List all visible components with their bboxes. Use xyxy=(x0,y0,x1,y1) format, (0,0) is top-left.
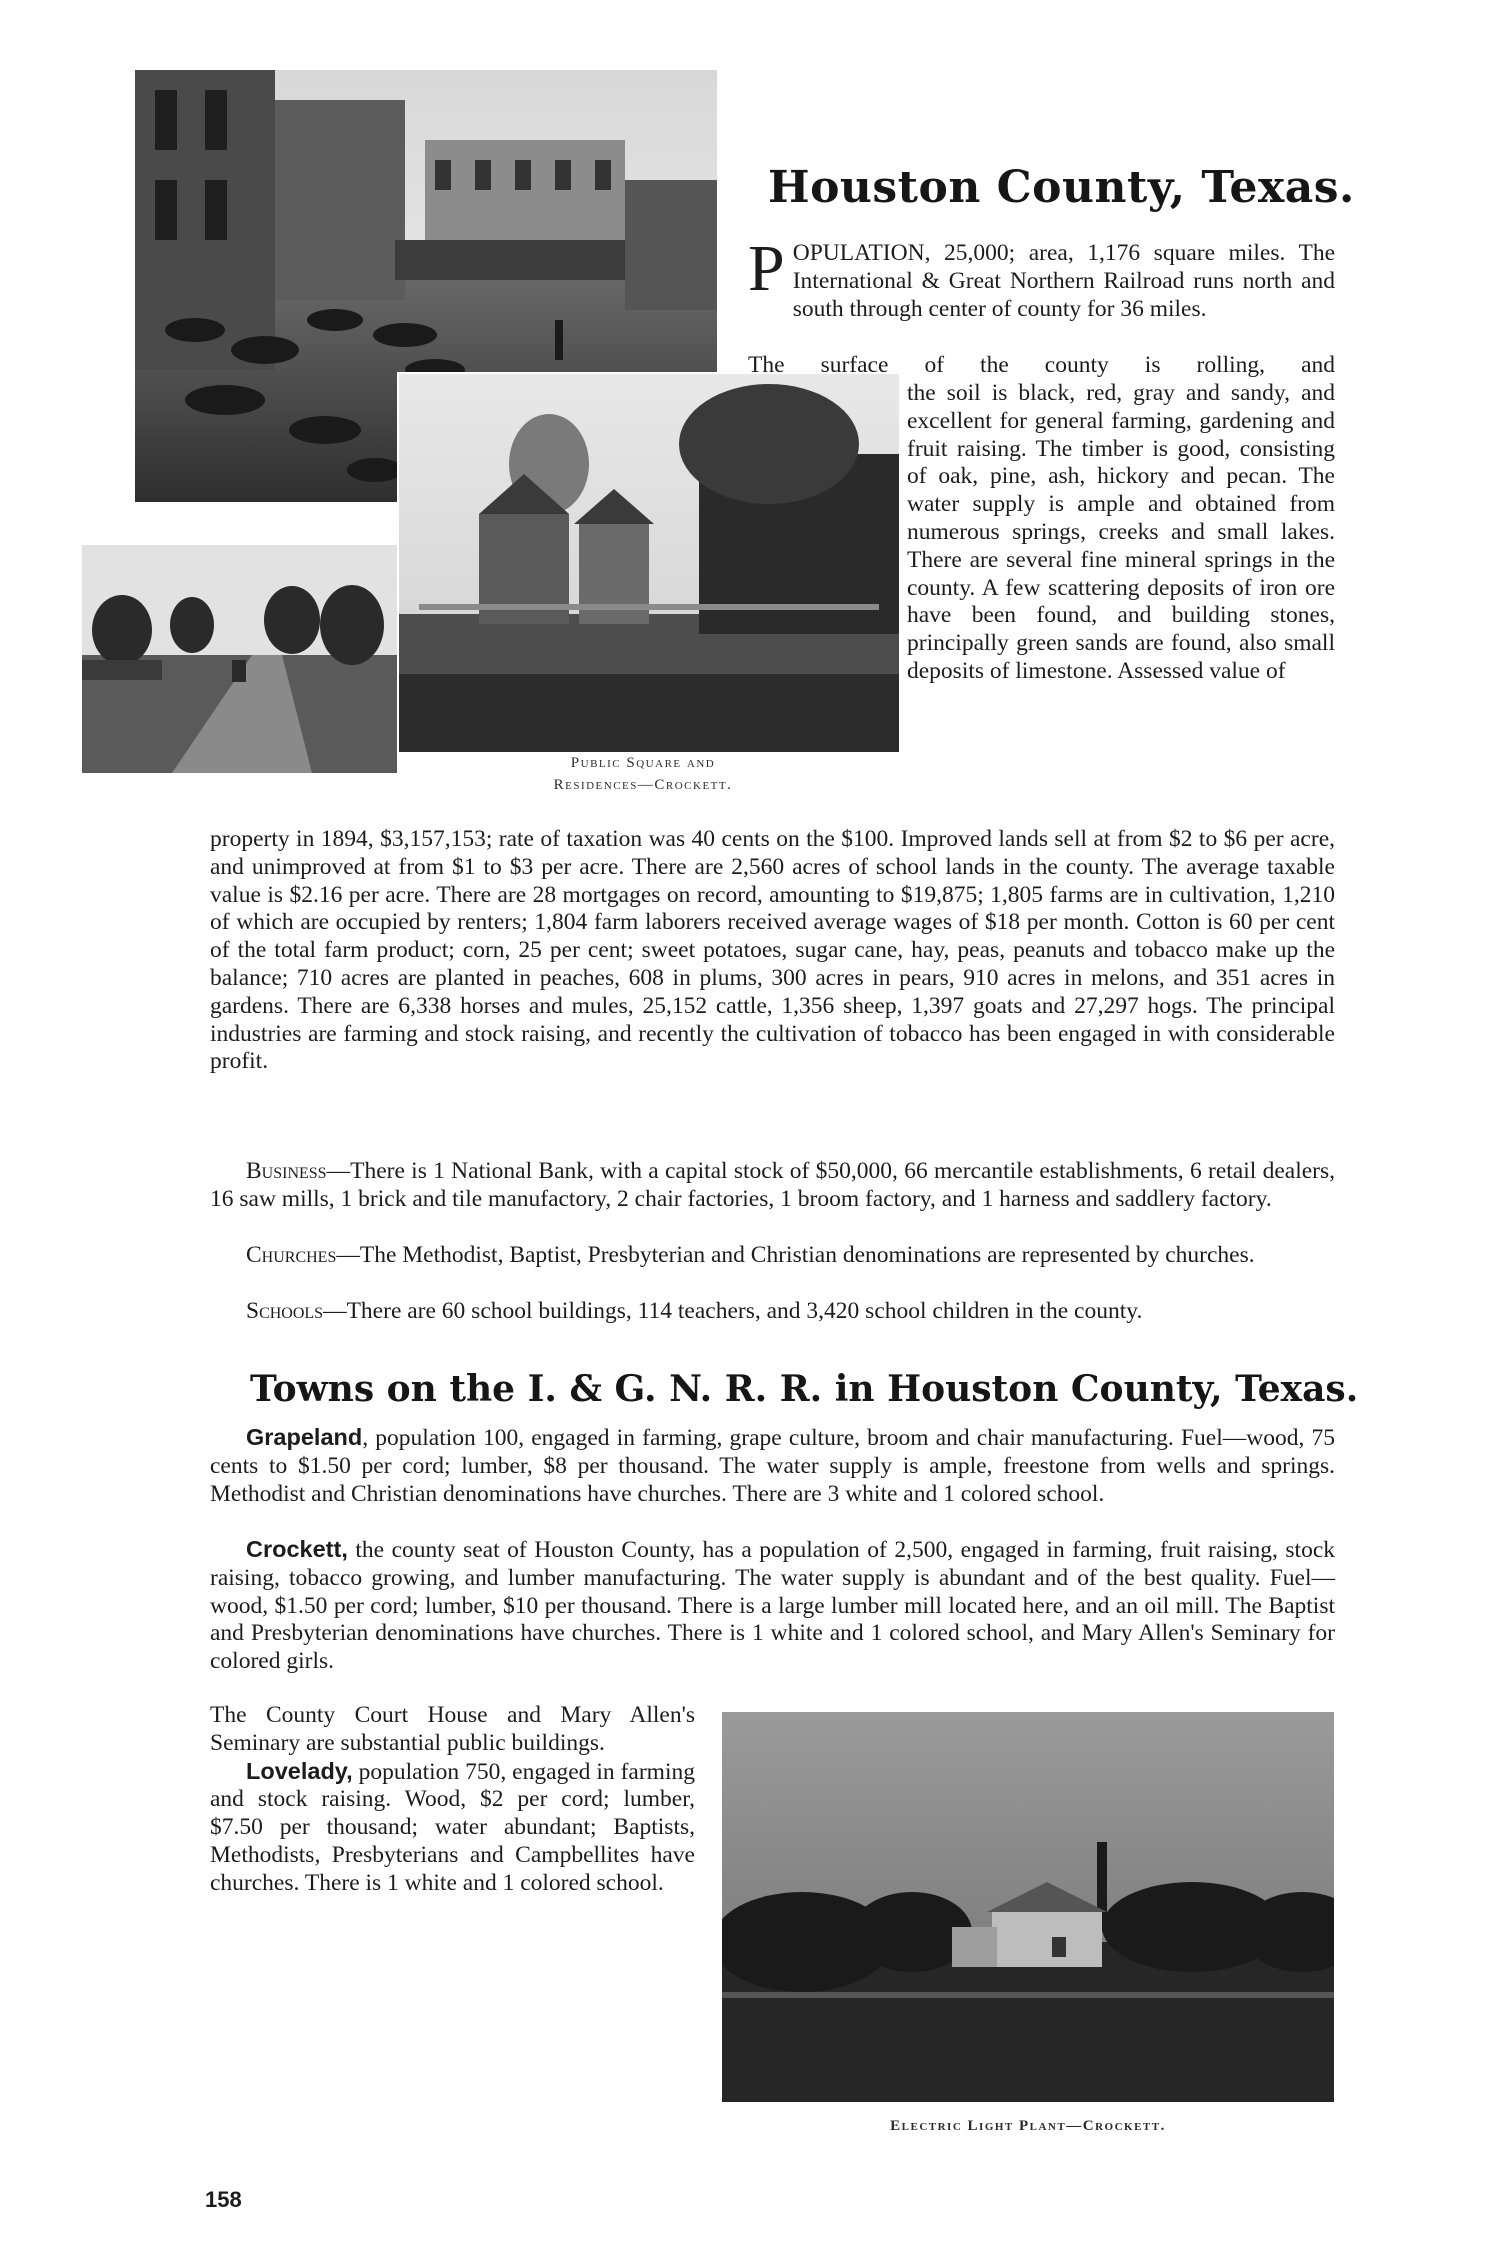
intro-lead xyxy=(748,232,1335,323)
grapeland-name: Grapeland xyxy=(246,1424,363,1450)
business-paragraph xyxy=(210,1158,1335,1214)
lovelady-text: population 750, engaged in farming and stock raising. Wood, $2 per cord; lumber, $7.50 per thousand; water abundant; Baptists, Methodists, Presbyterians and Campbellites have churches. There is 1 white and 1 colored school. xyxy=(210,1758,695,1896)
towns-heading: Towns on the I. & G. N. R. R. in Houston County, Texas. xyxy=(250,1368,1359,1410)
intro-column-text: the soil is black, red, gray and sandy, and excellent for general farming, gardening and fruit raising. The timber is good, consisting of oak, pine, ash, hickory and pecan. The water supply is ample and obtained from numerous springs, creeks and small lakes. There are several fine mineral springs in the county. A few scattering deposits of iron ore have been found, and building stones, principally green sands are found, also small deposits of limestone. Assessed value of xyxy=(907,380,1335,684)
crockett-name: Crockett, xyxy=(246,1536,348,1562)
crockett-paragraph xyxy=(210,1536,1335,1676)
churches-label: Churches xyxy=(246,1242,337,1268)
crockett-tail: The County Court House and Mary Allen's Seminary are substantial public buildings. xyxy=(210,1702,695,1756)
photo-electric-light-plant xyxy=(722,1712,1334,2102)
caption-line-1: Public Square and xyxy=(570,755,716,771)
property-paragraph: property in 1894, $3,157,153; rate of taxation was 40 cents on the $100. Improved lands sell at from $2 to $6 per acre, and unimproved at from $1 to $3 per acre. There are 2,560 acres of school lands in the county. The average taxable value is $2.16 per acre. There are 28 mortgages on record, amounting to $19,875; 1,805 farms are in cultivation, 1,210 of which are occupied by renters; 1,804 farm laborers received average wages of $18 per month. Cotton is 60 per cent of the total farm product; corn, 25 per cent; sweet potatoes, sugar cane, hay, peas, peanuts and tobacco make up the balance; 710 acres are planted in peaches, 608 in plums, 300 acres in pears, 910 acres in melons, and 351 acres in gardens. There are 6,338 horses and mules, 25,152 cattle, 1,356 sheep, 1,397 goats and 27,297 hogs. The principal industries are farming and stock raising, and recently the cultivation of tobacco has been engaged in with considerable profit. xyxy=(210,826,1335,1075)
schools-text: —There are 60 school buildings, 114 teachers, and 3,420 school children in the county. xyxy=(323,1298,1143,1324)
schools-paragraph xyxy=(210,1298,1335,1326)
grapeland-text: , population 100, engaged in farming, grape culture, broom and chair manufacturing. Fuel—wood, 75 cents to $1.50 per cord; lumber, $8 per thousand. The water supply is ample, freestone from wells and springs. Methodist and Christian denominations have churches. There are 3 white and 1 colored school. xyxy=(210,1425,1335,1507)
page-number: 158 xyxy=(205,2187,242,2212)
lovelady-name: Lovelady, xyxy=(246,1757,353,1784)
photo-residences xyxy=(397,372,901,754)
drop-cap: P xyxy=(748,232,785,305)
photo-road-scene xyxy=(82,545,397,773)
left-column xyxy=(210,1702,695,1898)
business-text: —There is 1 National Bank, with a capital stock of $50,000, 66 mercantile establishments, 6 retail dealers, 16 saw mills, 1 brick and tile manufactory, 2 chair factories, 1 broom factory, and 1 harness and saddlery factory. xyxy=(210,1158,1335,1212)
churches-paragraph xyxy=(210,1242,1335,1270)
photo-caption-electric-plant: Electric Light Plant—Crockett. xyxy=(890,2118,1166,2134)
caption-line-2: Residences—Crockett. xyxy=(553,777,733,793)
crockett-text: the county seat of Houston County, has a population of 2,500, engaged in farming, fruit raising, stock raising, tobacco growing, and lumber manufacturing. The water supply is abundant and of the best quality. Fuel—wood, $1.50 per cord; lumber, $10 per thousand. There is a large lumber mill located here, and an oil mill. The Baptist and Presbyterian denominations have churches. There is 1 white and 1 colored school, and Mary Allen's Seminary for colored girls. xyxy=(210,1537,1335,1675)
schools-label: Schools xyxy=(246,1298,324,1324)
page-title: Houston County, Texas. xyxy=(768,162,1355,213)
lovelady-paragraph xyxy=(210,1758,695,1898)
churches-text: —The Methodist, Baptist, Presbyterian and Christian denominations are represented by churches. xyxy=(336,1242,1255,1268)
grapeland-paragraph xyxy=(210,1424,1335,1508)
photo-caption-public-square xyxy=(483,752,803,796)
business-label: Business xyxy=(246,1158,327,1184)
intro-surface-line: The surface of the county is rolling, and xyxy=(748,352,1335,378)
intro-lead-text: OPULATION, 25,000; area, 1,176 square miles. The International & Great Northern Railroad runs north and south through center of county for 36 miles. xyxy=(792,240,1335,322)
